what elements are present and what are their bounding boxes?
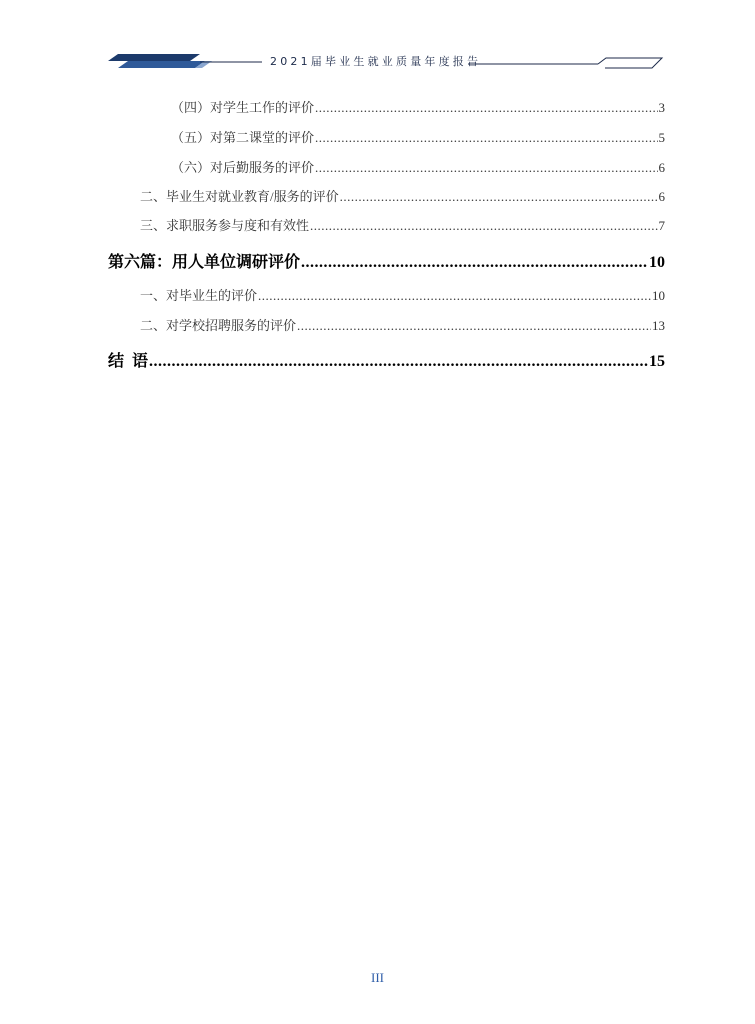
toc-leader-dots [315,130,657,146]
toc-leader-dots [315,100,657,116]
toc-entry-page: 7 [658,218,665,233]
toc-entry-label: 三、求职服务参与度和有效性 [140,218,310,233]
toc-entry-page: 10 [652,288,665,303]
toc-entry-page: 3 [658,100,665,115]
toc-leader-dots [258,288,651,304]
toc-entry[interactable] [140,215,665,234]
toc-entry[interactable] [140,315,665,334]
toc-entry[interactable] [171,157,665,176]
toc-entry-label: 二、对学校招聘服务的评价 [140,318,297,333]
toc-chapter-entry[interactable] [108,249,665,272]
page-number: III [371,970,384,985]
toc-leader-dots [297,318,651,334]
toc-entry-label: 结 语 [108,353,149,370]
toc-entry-label: 一、对毕业生的评价 [140,288,258,303]
toc-entry-label: （六）对后勤服务的评价 [171,160,315,175]
toc-leader-dots [149,353,648,371]
toc-entry-page: 13 [652,318,665,333]
toc-entry-label: （五）对第二课堂的评价 [171,130,315,145]
toc-entry-page: 5 [658,130,665,145]
toc-entry-label: （四）对学生工作的评价 [171,100,315,115]
toc-entry[interactable] [171,97,665,116]
toc-entry[interactable] [171,127,665,146]
page-header [0,0,755,80]
toc-entry-page: 6 [658,189,665,204]
toc-chapter-entry[interactable] [108,348,665,371]
toc-entry-page: 6 [658,160,665,175]
toc-entry-label: 第六篇：用人单位调研评价 [108,254,301,271]
toc-entry-label: 二、毕业生对就业教育/服务的评价 [140,189,339,204]
toc-leader-dots [301,254,648,272]
toc-leader-dots [315,160,657,176]
header-title: 2021届毕业生就业质量年度报告 [270,55,482,68]
toc-leader-dots [340,189,658,205]
toc-entry-page: 15 [649,353,665,370]
toc-leader-dots [310,218,657,234]
toc-entry[interactable] [140,186,665,205]
toc-entry[interactable] [140,285,665,304]
toc-entry-page: 10 [649,254,665,271]
